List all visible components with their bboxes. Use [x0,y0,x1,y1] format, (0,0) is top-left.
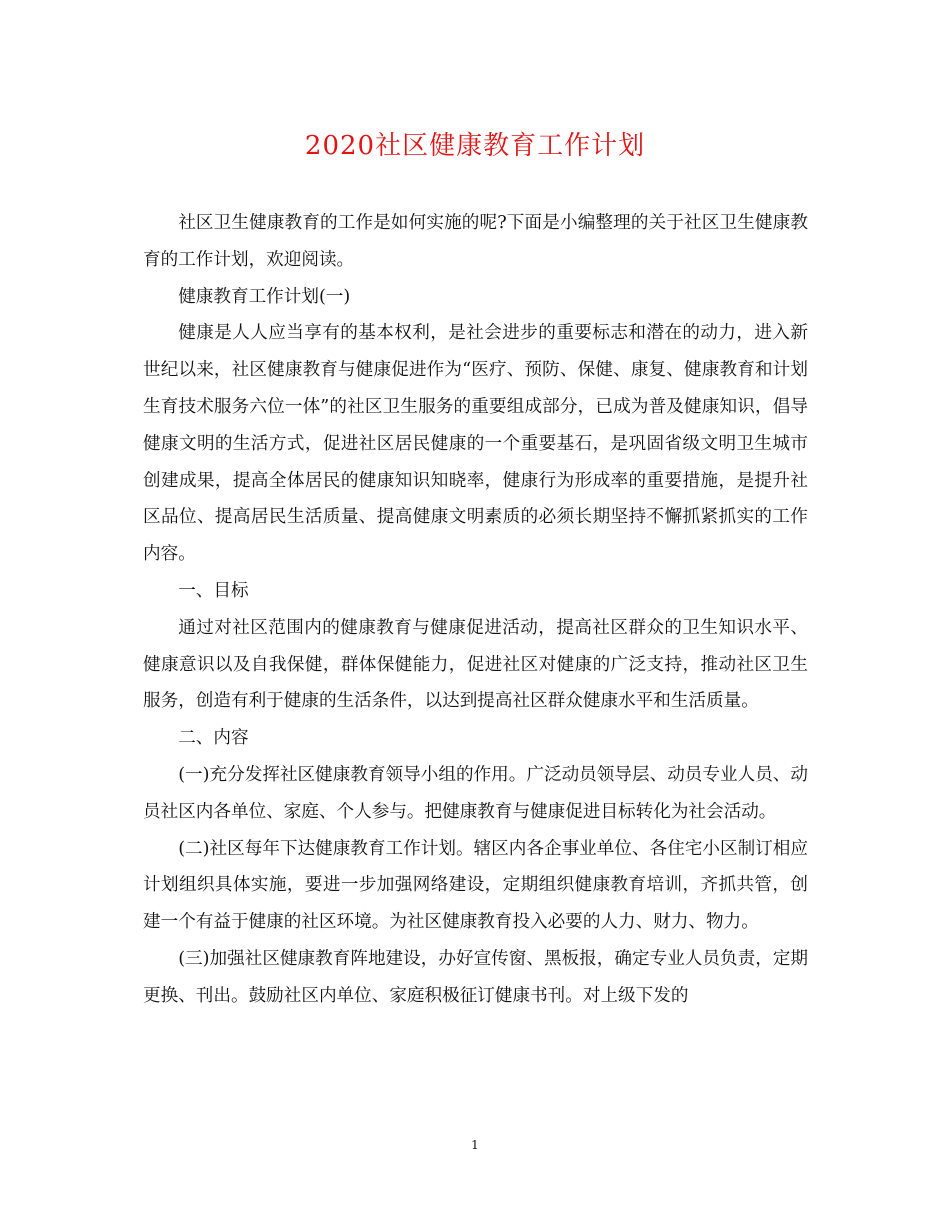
section-heading-plan-one: 健康教育工作计划(一) [178,286,351,307]
body-paragraph: 健康是人人应当享有的基本权利，是社会进步的重要标志和潜在的动力，进入新世纪以来，社区健康教育与健康促进作为“医疗、预防、保健、康复、健康教育和计划生育技术服务六位一体”的社区卫生服务的重要组成部分，已成为普及健康知识，倡导健康文明的生活方式，促进社区居民健康的一个重要基石，是巩固省级文明卫生城市创建成果，提高全体居民的健康知识知晓率，健康行为形成率的重要措施，是提升社区品位、提高居民生活质量、提高健康文明素质的必须长期坚持不懈抓紧抓实的工作内容。 [143,323,808,565]
list-item-paragraph: (二)社区每年下达健康教育工作计划。辖区内各企事业单位、各住宅小区制订相应计划组织具体实施，要进一步加强网络建设，定期组织健康教育培训，齐抓共管，创建一个有益于健康的社区环境。为社区健康教育投入必要的人力、财力、物力。 [143,838,808,933]
section-heading-goals: 一、目标 [178,580,249,601]
document-body [143,205,808,1015]
document-title: 2020社区健康教育工作计划 [304,131,646,161]
page-number: 1 [471,1138,479,1152]
list-item-paragraph: (三)加强社区健康教育阵地建设，办好宣传窗、黑板报，确定专业人员负责，定期更换、刊出。鼓励社区内单位、家庭积极征订健康书刊。对上级下发的 [143,948,808,1006]
body-paragraph: 通过对社区范围内的健康教育与健康促进活动，提高社区群众的卫生知识水平、健康意识以及自我保健，群体保健能力，促进社区对健康的广泛支持，推动社区卫生服务，创造有利于健康的生活条件，以达到提高社区群众健康水平和生活质量。 [143,617,808,712]
intro-paragraph: 社区卫生健康教育的工作是如何实施的呢?下面是小编整理的关于社区卫生健康教育的工作计划，欢迎阅读。 [143,213,808,270]
section-heading-content: 二、内容 [178,728,249,749]
list-item-paragraph: (一)充分发挥社区健康教育领导小组的作用。广泛动员领导层、动员专业人员、动员社区内各单位、家庭、个人参与。把健康教育与健康促进目标转化为社会活动。 [143,764,808,822]
